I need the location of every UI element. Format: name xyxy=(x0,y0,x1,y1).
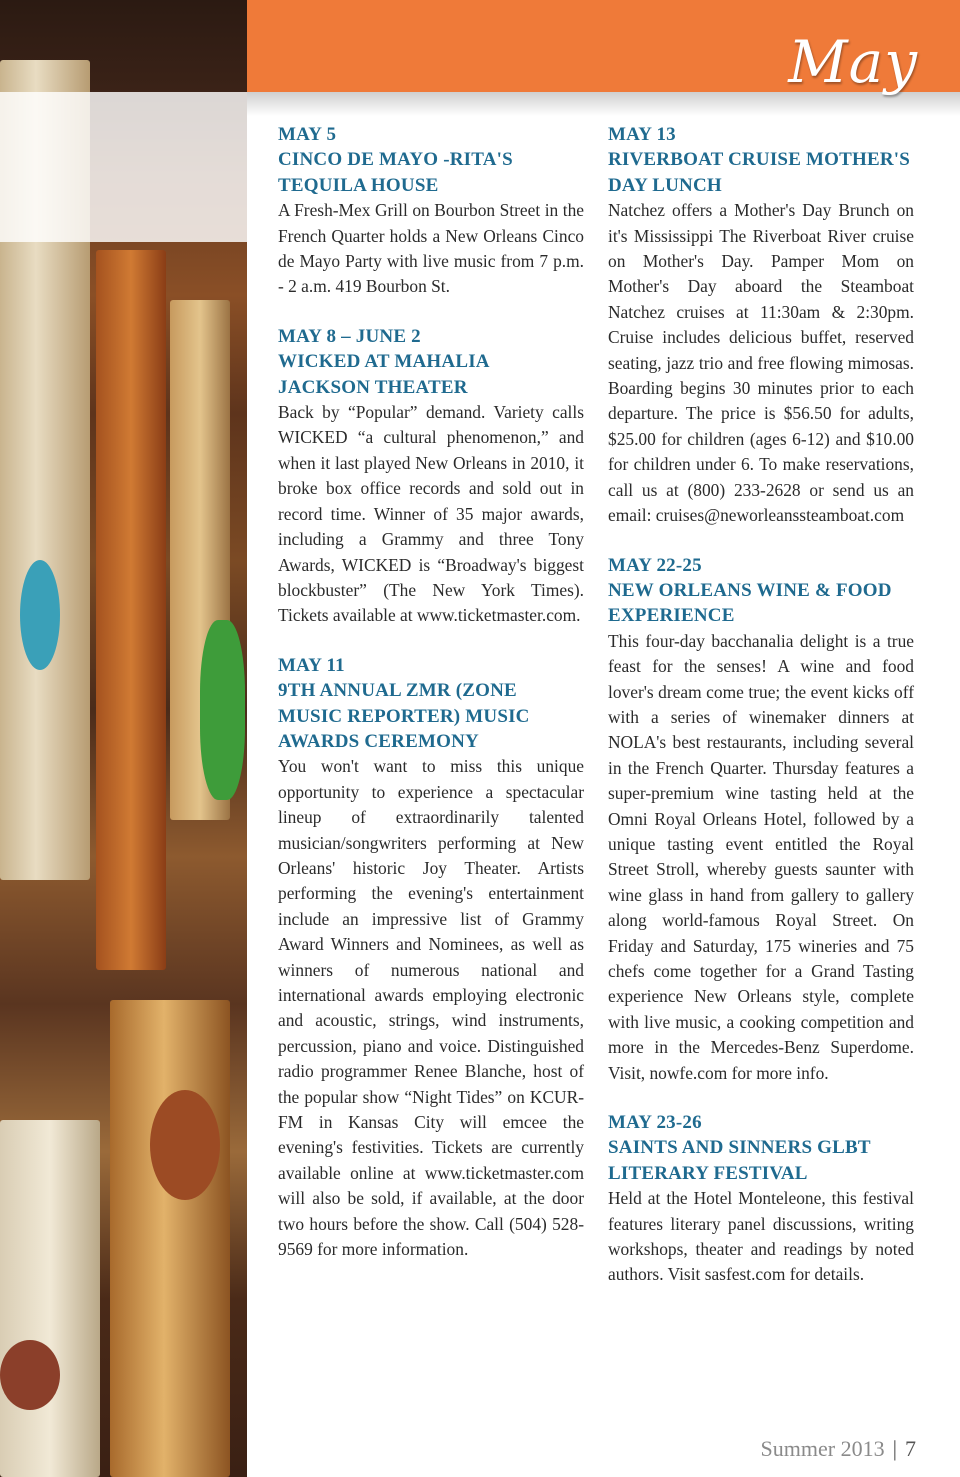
event-description: This four-day bacchanalia delight is a true feast for the senses! A wine and food lover's dream come true; the event kicks off with a series of winemaker dinners at NOLA's best restaurants, including several in the French Quarter. Thursday features a super-premium wine tasting held at the Omni Royal Orleans Hotel, followed by a unique tasting event entitled the Royal Street Stroll, whereby guests saunter with wine glass in hand from gallery to gallery along world-famous Royal Street. On Friday and Saturday, 175 wineries and 75 chefs come together for a Grand Tasting experience New Orleans style, complete with live music, a cooking competition and more in the Mercedes-Benz Superdome. Visit, nowfe.com for more info. xyxy=(608,630,914,1083)
event-title: CINCO DE MAYO -RITA'S TEQUILA HOUSE xyxy=(278,149,513,196)
event-date: MAY 23-26 xyxy=(608,1112,702,1134)
event-date: MAY 5 xyxy=(278,124,337,145)
photo-plank xyxy=(0,1120,100,1477)
photo-plank xyxy=(110,1000,230,1477)
event-title: 9TH ANNUAL ZMR (ZONE MUSIC REPORTER) MUSIC AWARDS CEREMONY xyxy=(278,680,530,752)
page-number: 7 xyxy=(905,1436,916,1461)
footer-separator: | xyxy=(892,1436,897,1461)
events-column-left xyxy=(278,122,584,1286)
event-description: Natchez offers a Mother's Day Brunch on it's Mississippi The Riverboat River cruise on Mother's Day. Pamper Mom on Mother's Day aboard the Steamboat Natchez cruises at 11:30am & 2:30pm. Cruise includes delicious buffet, reserved seating, jazz trio and free flowing mimosas. Boarding begins 30 minutes prior to each departure. The price is $56.50 for adults, $25.00 for children (ages 6-12) and $10.00 for children under 6. To make reservations, call us at (800) 233-2628 or send us an email: cruises@neworleanssteamboat.com xyxy=(608,200,914,526)
event-title: RIVERBOAT CRUISE MOTHER'S DAY LUNCH xyxy=(608,149,911,196)
photo-overlay-band xyxy=(0,92,247,242)
page-footer xyxy=(761,1436,916,1462)
photo-plank xyxy=(20,560,60,670)
event-item xyxy=(608,122,914,529)
event-description: Back by “Popular” demand. Variety calls WICKED “a cultural phenomenon,” and when it last played New Orleans in 2010, it broke box office records and sold out in record time. Winner of 35 major awards, including a Grammy and three Tony Awards, WICKED is “Broadway's biggest blockbuster” (The New York Times). Tickets available at www.ticketmaster.com. xyxy=(278,402,584,626)
event-title: SAINTS AND SINNERS GLBT LITERARY FESTIVAL xyxy=(608,1137,871,1184)
event-item xyxy=(608,553,914,1087)
event-date: MAY 11 xyxy=(278,654,345,676)
photo-plank xyxy=(96,250,166,970)
event-item xyxy=(278,324,584,629)
photo-plank xyxy=(0,1340,60,1410)
event-item xyxy=(278,122,584,300)
event-description: A Fresh-Mex Grill on Bourbon Street in the French Quarter holds a New Orleans Cinco de Mayo Party with live music from 7 p.m. - 2 a.m. 419 Bourbon St. xyxy=(278,200,584,297)
event-date: MAY 8 – JUNE 2 xyxy=(278,325,421,347)
photo-plank xyxy=(200,620,245,800)
event-title: NEW ORLEANS WINE & FOOD EXPERIENCE xyxy=(608,579,892,627)
month-title: May xyxy=(788,28,918,96)
event-item xyxy=(608,1110,914,1288)
cover-photo xyxy=(0,0,247,1477)
event-item xyxy=(278,653,584,1263)
issue-label: Summer 2013 xyxy=(760,1436,885,1461)
event-description: You won't want to miss this unique opportunity to experience a spectacular lineup of extraordinarily talented musician/songwriters performing at New Orleans' historic Joy Theater. Artists performing the evening's entertainment include an impressive list of Grammy Award Winners and Nominees, as well as winners of numerous national and international awards employing electronic and acoustic, strings, wind instruments, percussion, piano and voice. Distinguished radio programmer Renee Blanche, host of the popular show “Night Tides” on KCUR-FM in Kansas City will emcee the evening's festivities. Tickets are currently available online at www.ticketmaster.com will also be sold, if available, at the door two hours before the show. Call (504) 528-9569 for more information. xyxy=(278,756,584,1260)
event-date: MAY 22-25 xyxy=(608,554,702,576)
event-date: MAY 13 xyxy=(608,124,676,145)
event-description: Held at the Hotel Monteleone, this festival features literary panel discussions, writing workshops, theater and readings by noted authors. Visit sasfest.com for details. xyxy=(608,1188,914,1285)
photo-plank xyxy=(150,1090,220,1200)
event-title: WICKED AT MAHALIA JACKSON THEATER xyxy=(278,351,489,398)
events-column-right xyxy=(608,122,914,1312)
